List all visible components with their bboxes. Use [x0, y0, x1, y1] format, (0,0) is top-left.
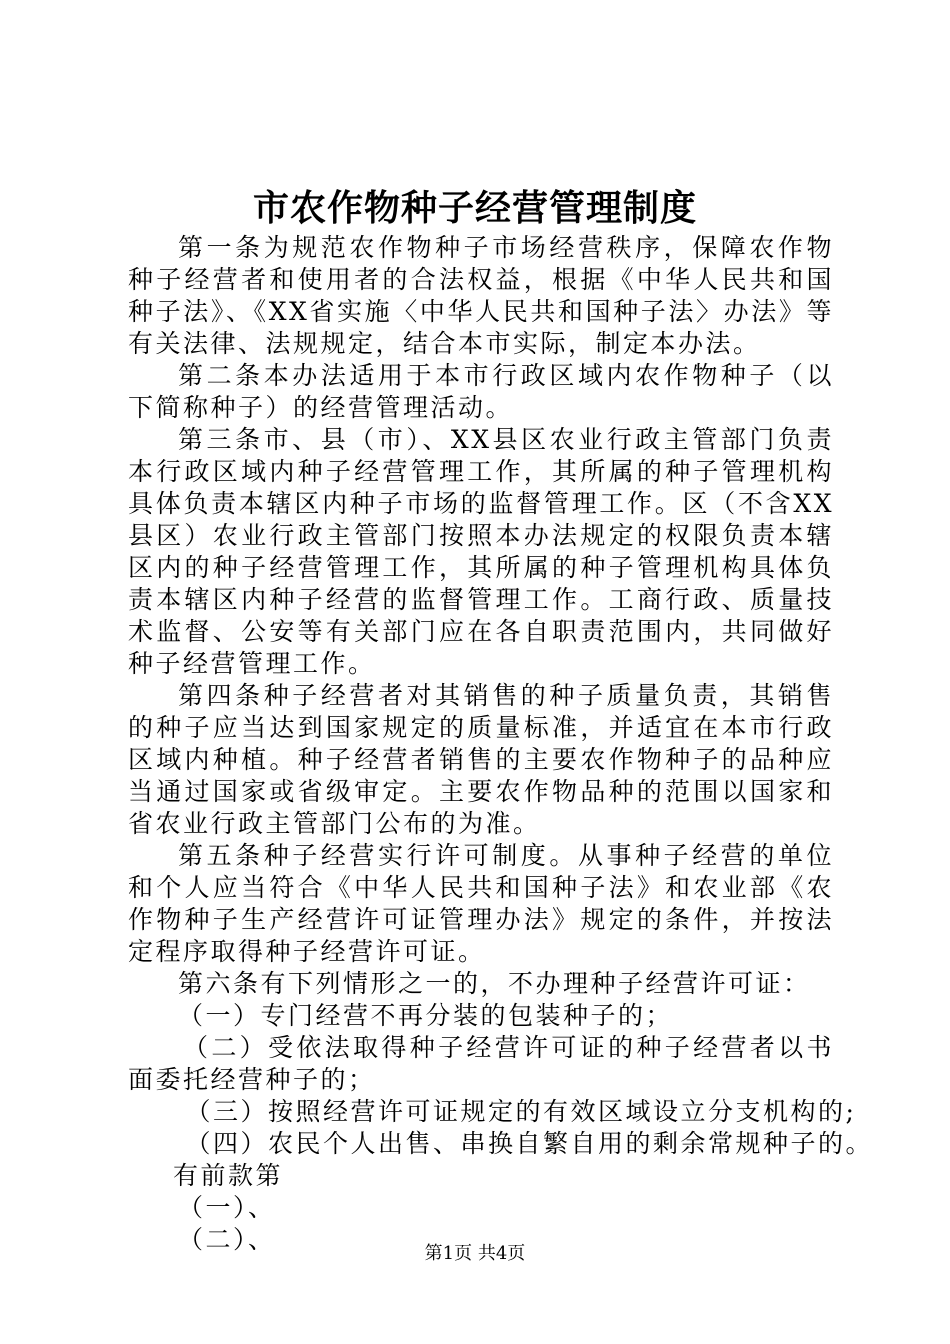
document-body: [128, 232, 874, 1256]
article-6-item-1: （一）专门经营不再分装的包装种子的；: [178, 1001, 674, 1030]
continuation-item-1: （一）、: [178, 1193, 276, 1222]
continuation-item-2: （二）、: [178, 1225, 276, 1254]
article-6-item-2: （二）受依法取得种子经营许可证的种子经营者以书面委托经营种子的；: [128, 1033, 834, 1094]
article-2-paragraph: 第二条本办法适用于本市行政区域内农作物种子（以下简称种子）的经营管理活动。: [128, 361, 834, 422]
article-4-paragraph: 第四条种子经营者对其销售的种子质量负责，其销售的种子应当达到国家规定的质量标准，并适宜在本市行政区域内种植。种子经营者销售的主要农作物种子的品种应当通过国家或省级审定。主要农作物品种的范围以国家和省农业行政主管部门公布的为准。: [128, 681, 834, 838]
article-6-item-4: （四）农民个人出售、串换自繁自用的剩余常规种子的。: [185, 1129, 874, 1158]
page-number-footer: 第1页 共4页: [424, 1243, 526, 1264]
document-title: 市农作物种子经营管理制度: [252, 187, 697, 229]
article-3-paragraph: 第三条市、县（市）、XX县区农业行政主管部门负责本行政区域内种子经营管理工作，其所属的种子管理机构具体负责本辖区内种子市场的监督管理工作。区（不含XX县区）农业行政主管部门按照本办法规定的权限负责本辖区内的种子经营管理工作，其所属的种子管理机构具体负责本辖区内种子经营的监督管理工作。工商行政、质量技术监督、公安等有关部门应在各自职责范围内，共同做好种子经营管理工作。: [128, 425, 834, 678]
article-6-paragraph: 第六条有下列情形之一的，不办理种子经营许可证：: [178, 969, 811, 998]
article-6-item-3: （三）按照经营许可证规定的有效区域设立分支机构的;: [185, 1097, 857, 1126]
article-5-paragraph: 第五条种子经营实行许可制度。从事种子经营的单位和个人应当符合《中华人民共和国种子法》和农业部《农作物种子生产经营许可证管理办法》规定的条件，并按法定程序取得种子经营许可证。: [128, 841, 834, 966]
article-1-paragraph: 第一条为规范农作物种子市场经营秩序，保障农作物种子经营者和使用者的合法权益，根据《中华人民共和国种子法》、《XX省实施〈中华人民共和国种子法〉办法》等有关法律、法规规定，结合本市实际，制定本办法。: [128, 233, 834, 358]
continuation-line: 有前款第: [173, 1161, 284, 1190]
